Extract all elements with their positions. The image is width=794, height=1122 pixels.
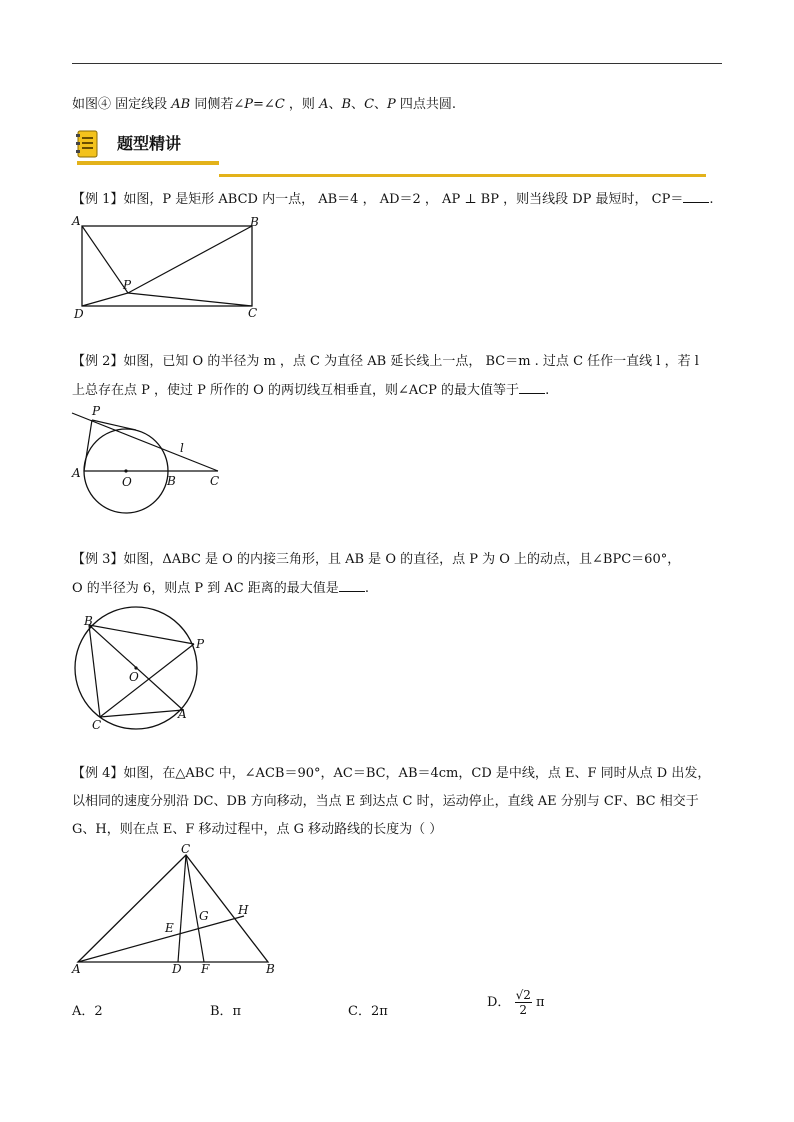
label-P: P <box>196 637 205 651</box>
label-C: C <box>248 306 258 320</box>
title-underline-long <box>219 174 706 177</box>
example-3-line1: 【例 3】如图，ΔABC 是 O 的内接三角形，且 AB 是 O 的直径，点 P 为 O 上的动点，且∠BPC＝60°， <box>72 552 681 567</box>
notebook-icon <box>76 130 98 158</box>
label-A: A <box>72 466 81 480</box>
option-c: C．2π <box>348 1004 388 1019</box>
label-D: D <box>172 962 182 976</box>
label-H: H <box>238 903 249 917</box>
label-B: B <box>167 474 176 488</box>
figure-triangle-abc <box>68 840 288 980</box>
label-A: A <box>72 962 81 976</box>
option-a: A．2 <box>72 1004 103 1019</box>
label-l: l <box>180 441 184 455</box>
label-B: B <box>250 215 259 229</box>
label-C: C <box>92 718 102 732</box>
label-B: B <box>266 962 275 976</box>
label-O: O <box>129 670 139 684</box>
section-title: 题型精讲 <box>117 134 182 153</box>
label-C: C <box>181 842 191 856</box>
intro-text: 如图④ 固定线段 AB 同侧若∠P=∠C ，则 A、B、C、P 四点共圆. <box>72 97 457 112</box>
example-3-line2: O 的半径为 6，则点 P 到 AC 距离的最大值是 . <box>72 581 369 596</box>
figure-circle-tangent <box>70 400 230 525</box>
example-4-line2: 以相同的速度分别沿 DC、DB 方向移动，当点 E 到达点 C 时，运动停止，直线 AE 分别与 CF、BC 相交于 <box>72 794 699 809</box>
answer-blank <box>519 381 545 394</box>
option-d: D． $\frac{√2}{2}$ π <box>487 988 545 1017</box>
label-G: G <box>199 909 209 923</box>
header-rule <box>72 63 722 64</box>
label-P: P <box>92 404 101 418</box>
label-E: E <box>165 921 174 935</box>
example-4-line1: 【例 4】如图，在△ABC 中，∠ACB＝90°，AC＝BC，AB＝4cm，CD 是中线，点 E、F 同时从点 D 出发， <box>72 766 711 781</box>
figure-inscribed-triangle <box>70 600 220 735</box>
label-F: F <box>201 962 210 976</box>
label-P: P <box>123 278 132 292</box>
example-2-line1: 【例 2】如图，已知 O 的半径为 m ，点 C 为直径 AB 延长线上一点， BC＝m . 过点 C 任作一直线 l ，若 l <box>72 354 699 369</box>
fraction: $\frac{√2}{2}$ <box>515 988 531 1017</box>
answer-blank <box>339 579 365 592</box>
label-A: A <box>72 214 81 228</box>
answer-blank <box>683 190 709 203</box>
example-1-text: 【例 1】如图，P 是矩形 ABCD 内一点， AB＝4 ， AD＝2 ， AP ⊥ BP ，则当线段 DP 最短时， CP＝ . <box>72 192 714 207</box>
title-underline <box>77 161 219 165</box>
option-b: B．π <box>210 1004 242 1019</box>
label-O: O <box>122 475 132 489</box>
figure-rectangle-abcd <box>70 212 270 322</box>
label-A: A <box>178 707 187 721</box>
label-C: C <box>210 474 220 488</box>
example-4-line3: G、H，则在点 E、F 移动过程中，点 G 移动路线的长度为（ ） <box>72 822 443 837</box>
label-D: D <box>74 307 84 321</box>
label-B: B <box>84 614 93 628</box>
example-2-line2: 上总存在点 P ，使过 P 所作的 O 的两切线互相垂直，则∠ACP 的最大值等于 . <box>72 383 550 398</box>
